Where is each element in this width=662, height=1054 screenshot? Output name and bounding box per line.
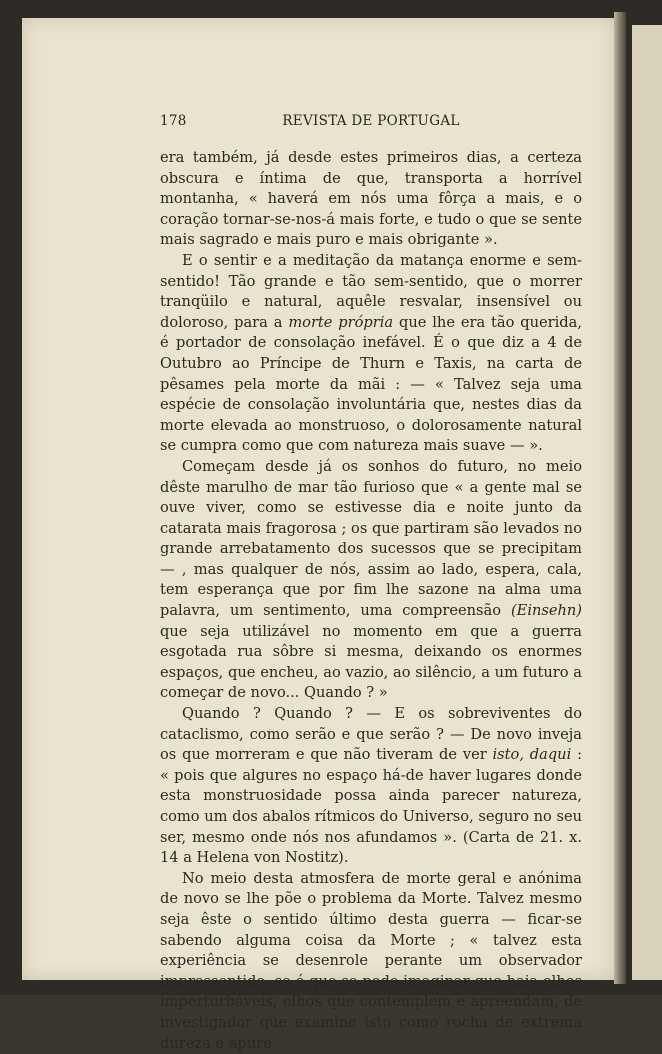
page-number: 178 xyxy=(160,113,187,129)
paragraph xyxy=(160,148,582,251)
adjacent-page-edge xyxy=(632,25,662,980)
text-segment: era também, já desde estes primeiros dias, a certeza obscura e íntima de que, transporta a horrível montanha, « haverá em nós uma fôrça a mais, e o coração tornar-se-nos-á mais forte, e tudo o que se sente mais sagrado e mais puro e mais obrigante ». xyxy=(160,149,582,249)
italic-text: isto, daqui xyxy=(492,746,572,764)
paragraph xyxy=(160,457,582,704)
running-title: REVISTA DE PORTUGAL xyxy=(282,113,460,129)
paragraph xyxy=(160,704,582,869)
paragraph xyxy=(160,251,582,457)
italic-text: morte própria xyxy=(288,313,394,331)
book-gutter xyxy=(614,12,626,984)
text-segment: E o sentir e a meditação da matança enorme e sem-sentido! Tão grande e tão sem-sentido, que o morrer tranqüilo e natural, aquêle resvalar, insensível ou doloroso, para a xyxy=(160,251,582,331)
italic-text: (Einsehn) xyxy=(510,602,582,620)
body-text xyxy=(160,148,582,1054)
text-segment: Quando ? Quando ? — E os sobreviventes do cataclismo, como serão e que serão ? — De novo inveja os que morreram e que não tiveram de ver xyxy=(160,705,582,764)
text-segment: que seja utilizável no momento em que a guerra esgotada rua sôbre si mesma, deixando os enormes espaços, que encheu, ao vazio, ao silêncio, a um futuro a começar de novo... Quando ? » xyxy=(160,622,582,702)
text-segment: que lhe era tão querida, é portador de consolação inefável. É o que diz a 4 de Outubro ao Príncipe de Thurn e Taxis, na carta de pêsames pela morte da mãi : — « Talvez seja uma espécie de consolação involuntária que, nestes dias da morte elevada ao monstruoso, o dolorosamente natural se cumpra como que com natureza mais suave — ». xyxy=(160,313,582,455)
text-segment: : « pois que algures no espaço há-de haver lugares donde esta monstruosidade possa ainda parecer natureza, como um dos abalos rítmicos do Universo, seguro no seu ser, mesmo onde nós nos afundamos ». (Carta de 21. x. 14 a Helena von Nostitz). xyxy=(160,746,582,867)
page-header xyxy=(160,113,582,133)
text-segment: Começam desde já os sonhos do futuro, no meio dêste marulho de mar tão furioso que « a gente mal se ouve viver, como se estivesse dia e noite junto da catarata mais fragorosa ; os que partiram são levados no grande arrebatamento dos sucessos que se precipitam — , mas qualquer de nós, assim ao lado, espera, cala, tem esperança que por fim lhe sazone na alma uma palavra, um sentimento, uma compreensão xyxy=(160,457,582,620)
text-segment: No meio desta atmosfera de morte geral e anónima de novo se lhe põe o problema da Morte. Talvez mesmo seja êste o sentido último desta guerra — ficar-se sabendo alguma coisa da Morte ; « talvez esta experiência se desenrole perante um observador impressentido, se é que se pode imaginar que haja olhos imperturbáveis, olhos que contemplem e apreendam, de investigador que examine isto como rocha de extrema dureza e apure xyxy=(160,869,582,1052)
paragraph xyxy=(160,869,582,1054)
